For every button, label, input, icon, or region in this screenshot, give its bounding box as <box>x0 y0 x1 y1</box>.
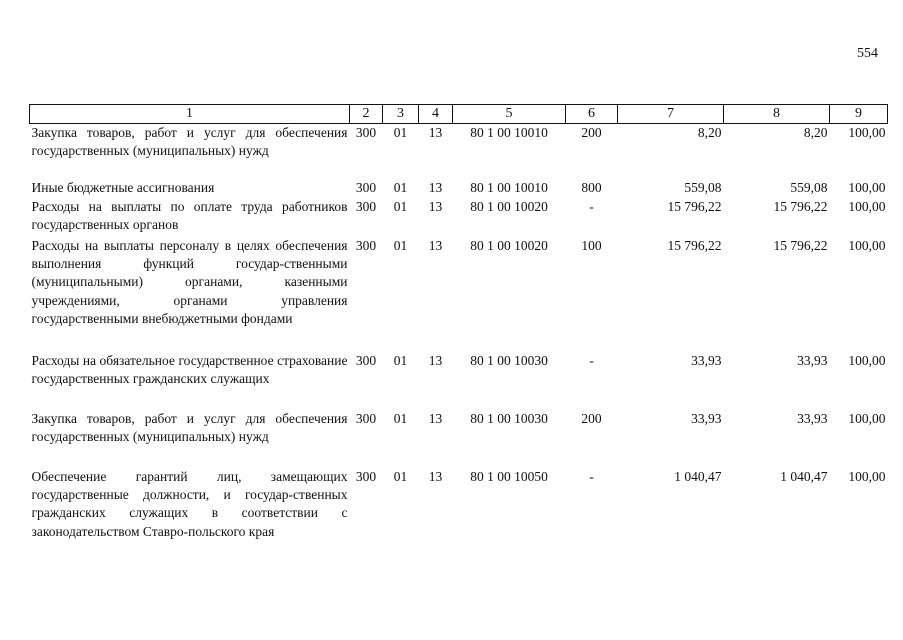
column-6-cell: - <box>589 468 594 484</box>
column-7-cell: 33,93 <box>691 410 722 426</box>
column-5-cell: 80 1 00 10030 <box>470 352 548 368</box>
column-6-cell: - <box>589 198 594 214</box>
column-8-cell: 33,93 <box>797 410 828 426</box>
column-5-cell: 80 1 00 10050 <box>470 468 548 484</box>
table-row <box>30 124 888 179</box>
column-5-cell: 80 1 00 10010 <box>470 179 548 195</box>
column-5-cell: 80 1 00 10030 <box>470 410 548 426</box>
table-row <box>30 198 888 237</box>
column-4-cell: 13 <box>428 179 443 195</box>
column-4-cell: 13 <box>428 125 443 140</box>
column-4-cell: 13 <box>428 198 443 214</box>
column-8-cell: 1 040,47 <box>780 468 828 484</box>
column-4-cell: 13 <box>428 237 443 253</box>
row-name-cell: Расходы на выплаты персоналу в целях обеспечения выполнения функций государ-ственными (муниципальными) органами, казенными учреждениями, органами управления государственными внебюджетными фондами <box>31 237 348 327</box>
column-3-cell: 01 <box>393 237 408 253</box>
column-4-cell: 13 <box>428 468 443 484</box>
column-9-cell: 100,00 <box>848 237 886 253</box>
column-2-cell: 300 <box>355 468 377 484</box>
table-row <box>30 179 888 198</box>
column-9-cell: 100,00 <box>848 125 886 140</box>
row-name-cell: Иные бюджетные ассигнования <box>31 179 215 195</box>
column-header-1: 1 <box>30 105 350 124</box>
column-2-cell: 300 <box>355 198 377 214</box>
row-name-cell: Обеспечение гарантий лиц, замещающих государственные должности, и государ-ственных гражданских служащих в соответствии с законодательством Ставро-польского края <box>31 468 348 539</box>
column-header-3: 3 <box>383 105 419 124</box>
column-6-cell: 800 <box>581 179 602 195</box>
column-6-cell: 200 <box>581 125 602 140</box>
row-name-cell: Расходы на обязательное государственное страхование государственных гражданских служащих <box>31 352 348 386</box>
column-2-cell: 300 <box>355 125 377 140</box>
column-header-5: 5 <box>453 105 566 124</box>
column-3-cell: 01 <box>393 468 408 484</box>
column-7-cell: 33,93 <box>691 352 722 368</box>
row-name-cell: Расходы на выплаты по оплате труда работников государственных органов <box>31 198 348 232</box>
column-header-9: 9 <box>830 105 888 124</box>
column-5-cell: 80 1 00 10020 <box>470 237 548 253</box>
budget-table <box>29 104 888 564</box>
column-3-cell: 01 <box>393 410 408 426</box>
column-6-cell: 200 <box>581 410 602 426</box>
column-header-2: 2 <box>350 105 383 124</box>
column-8-cell: 15 796,22 <box>773 237 828 253</box>
column-9-cell: 100,00 <box>848 179 886 195</box>
table-row <box>30 352 888 410</box>
column-4-cell: 13 <box>428 410 443 426</box>
column-2-cell: 300 <box>355 179 377 195</box>
column-7-cell: 559,08 <box>684 179 722 195</box>
row-name-cell: Закупка товаров, работ и услуг для обеспечения государственных (муниципальных) нужд <box>31 125 348 159</box>
column-header-4: 4 <box>419 105 453 124</box>
column-3-cell: 01 <box>393 352 408 368</box>
column-2-cell: 300 <box>355 352 377 368</box>
column-8-cell: 33,93 <box>797 352 828 368</box>
column-3-cell: 01 <box>393 198 408 214</box>
column-7-cell: 15 796,22 <box>667 237 722 253</box>
column-7-cell: 15 796,22 <box>667 198 722 214</box>
table-header-row <box>30 105 888 124</box>
table-row <box>30 468 888 564</box>
row-name-cell: Закупка товаров, работ и услуг для обеспечения государственных (муниципальных) нужд <box>31 410 348 444</box>
column-2-cell: 300 <box>355 410 377 426</box>
column-8-cell: 15 796,22 <box>773 198 828 214</box>
column-8-cell: 559,08 <box>790 179 828 195</box>
column-4-cell: 13 <box>428 352 443 368</box>
column-5-cell: 80 1 00 10010 <box>470 125 548 140</box>
column-7-cell: 1 040,47 <box>674 468 722 484</box>
table-row <box>30 410 888 468</box>
column-6-cell: 100 <box>581 237 602 253</box>
column-2-cell: 300 <box>355 237 377 253</box>
column-9-cell: 100,00 <box>848 410 886 426</box>
column-9-cell: 100,00 <box>848 352 886 368</box>
column-6-cell: - <box>589 352 594 368</box>
column-3-cell: 01 <box>393 125 408 140</box>
column-header-7: 7 <box>618 105 724 124</box>
column-9-cell: 100,00 <box>848 198 886 214</box>
page-number: 554 <box>857 46 878 61</box>
column-3-cell: 01 <box>393 179 408 195</box>
column-header-8: 8 <box>724 105 830 124</box>
column-header-6: 6 <box>566 105 618 124</box>
table-row <box>30 237 888 352</box>
column-7-cell: 8,20 <box>697 125 722 140</box>
column-9-cell: 100,00 <box>848 468 886 484</box>
column-5-cell: 80 1 00 10020 <box>470 198 548 214</box>
column-8-cell: 8,20 <box>803 125 828 140</box>
